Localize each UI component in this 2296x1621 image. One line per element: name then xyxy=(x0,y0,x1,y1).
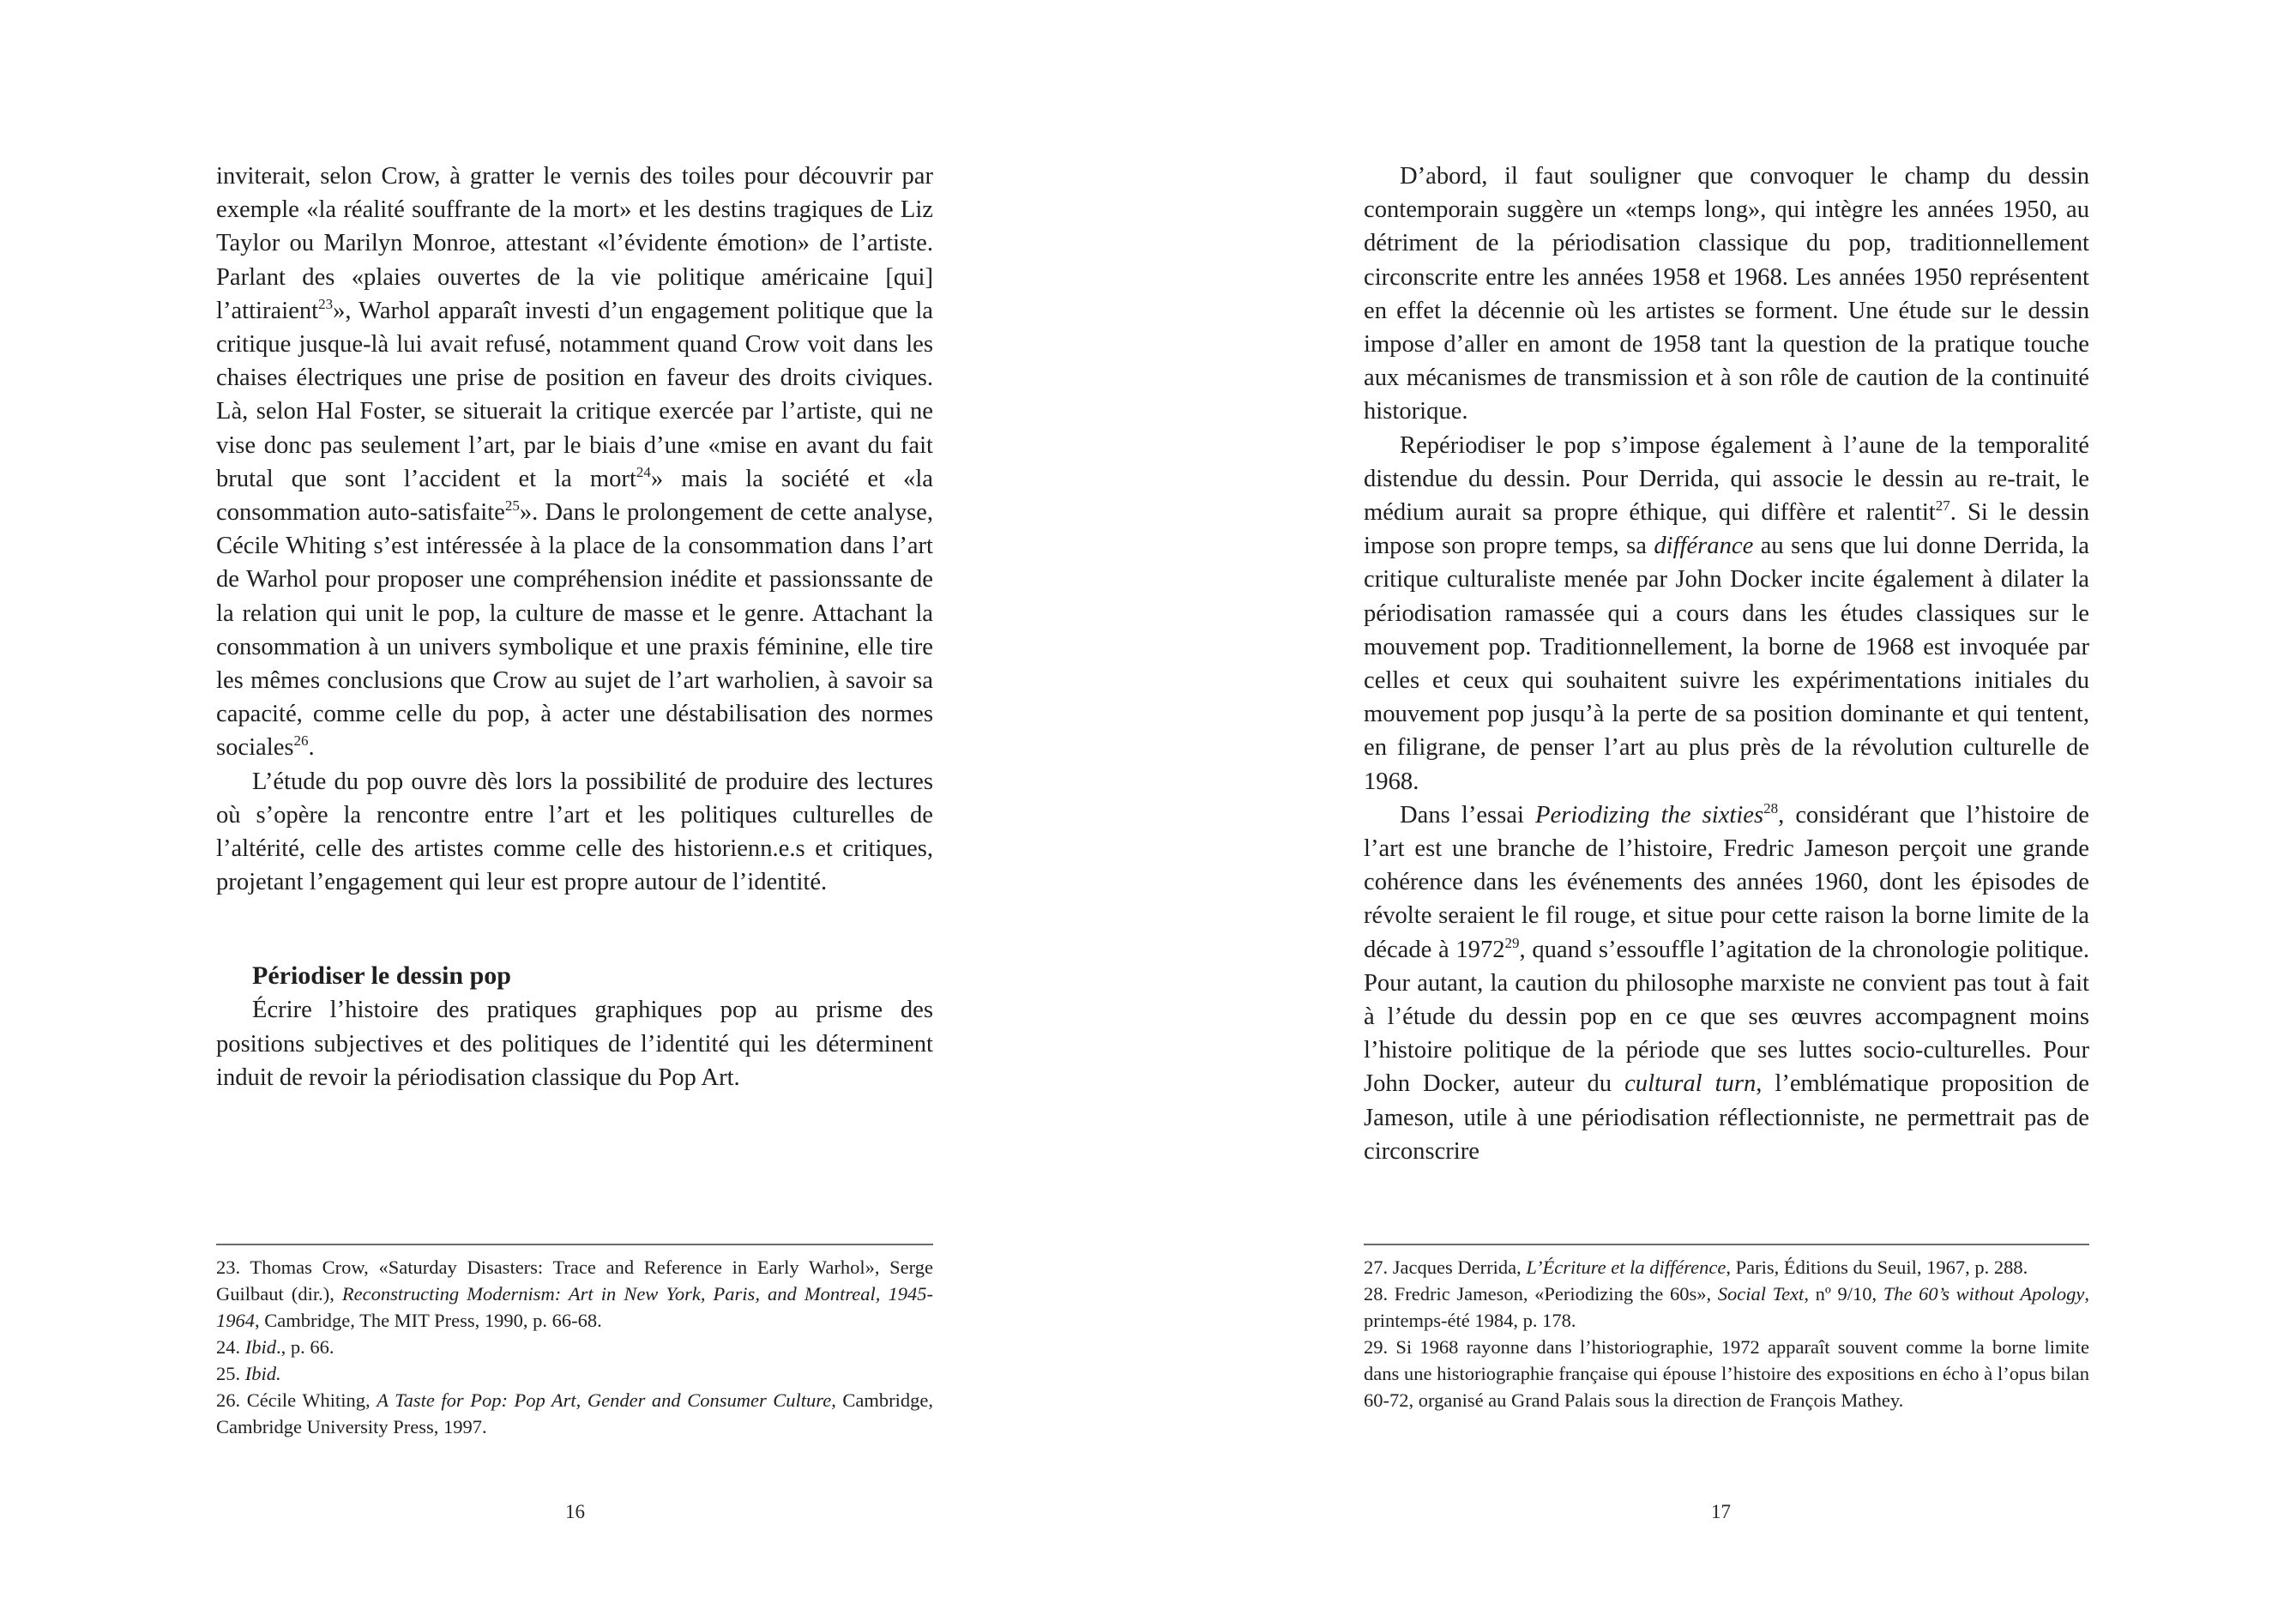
footnote xyxy=(216,1360,933,1387)
italic-text: L’Écriture et la différence xyxy=(1526,1256,1727,1278)
page-number: 17 xyxy=(1711,1501,1731,1522)
text-run: 28. Fredric Jameson, «Periodizing the 60s», xyxy=(1364,1283,1718,1305)
text-run: . Si le dessin impose son propre temps, sa xyxy=(1364,499,2089,560)
text-run: 26. Cécile Whiting, xyxy=(216,1389,377,1411)
text-run: , considérant que l’histoire de l’art est une branche de l’histoire, Fredric Jameson perçoit une grande cohérence dans les événements des années 1960, dont les épisodes de révolte seraient le fil rouge, et situe pour cette raison la borne limite de la décade à 1972 xyxy=(1364,801,2089,963)
text-run: , l’emblématique proposition de Jameson, utile à une périodisation réflectionniste, ne permettrait pas de circonscrire xyxy=(1364,1070,2089,1165)
italic-text: cultural turn xyxy=(1624,1070,1757,1098)
text-run: ». Dans le prolongement de cette analyse, Cécile Whiting s’est intéressée à la place de la consommation dans l’art de Warhol pour proposer une compréhension inédite et passionssante de la relation qui unit le pop, la culture de masse et le genre. Attachant la consommation à un univers symbolique et une praxis féminine, elle tire les mêmes conclusions que Crow au sujet de l’art warholien, à savoir sa capacité, comme celle du pop, à acter une déstabilisation des normes sociales xyxy=(216,499,933,762)
footnote-reference[interactable]: 28 xyxy=(1763,799,1779,817)
text-run: 23. Thomas Crow, «Saturday Disasters: Trace and Reference in Early Warhol», Serge Guilbaut (dir.), xyxy=(216,1256,933,1305)
text-run: D’abord, il faut souligner que convoquer le champ du dessin contemporain suggère un «temps long», qui intègre les années 1950, au détriment de la périodisation classique du pop, traditionnellement circonscrite entre les années 1958 et 1968. Les années 1950 représentent en effet la décennie où les artistes se forment. Une étude sur le dessin impose d’aller en amont de 1958 tant la question de la pratique touche aux mécanismes de transmission et à son rôle de caution de la continuité historique. xyxy=(1364,163,2089,425)
body-paragraph xyxy=(1364,429,2089,798)
text-run: 25. xyxy=(216,1363,245,1384)
text-run: au sens que lui donne Derrida, la critique culturaliste menée par John Docker incite également à dilater la périodisation ramassée qui a cours dans les études classiques sur le mouvement pop. Traditionnellement, la borne de 1968 est invoquée par celles et ceux qui souhaitent suivre les expérimentations initiales du mouvement pop jusqu’à la perte de sa position dominante et qui tentent, en filigrane, de penser l’art au plus près de la révolution culturelle de 1968. xyxy=(1364,533,2089,795)
text-run: ., p. 66. xyxy=(276,1336,334,1358)
footnote-reference[interactable]: 24 xyxy=(636,463,651,480)
body-paragraph xyxy=(216,765,933,900)
footnote xyxy=(1364,1254,2089,1281)
right-page xyxy=(1148,0,2295,1621)
text-run: Repériodiser le pop s’impose également à l’aune de la temporalité distendue du dessin. Pour Derrida, qui associe le dessin au re-trait, le médium aurait sa propre éthique, qui diffère et ralentit xyxy=(1364,431,2089,527)
text-run: , Cambridge, Cambridge University Press, 1997. xyxy=(216,1389,933,1437)
footnote xyxy=(216,1254,933,1334)
footnote-reference[interactable]: 25 xyxy=(504,497,520,515)
right-footnotes xyxy=(1364,1244,2089,1413)
text-run: 29. Si 1968 rayonne dans l’historiographie, 1972 apparaît souvent comme la borne limite dans une historiographie française qui épouse l’histoire des expositions en écho à l’opus bilan 60-72, organisé au Grand Palais sous la direction de François Mathey. xyxy=(1364,1336,2089,1411)
italic-text: The 60’s without Apology xyxy=(1883,1283,2085,1305)
text-run: L’étude du pop ouvre dès lors la possibilité de produire des lectures où s’opère la rencontre entre l’art et les politiques culturelles de l’altérité, celle des artistes comme celle des historienn.e.s et critiques, projetant l’engagement qui leur est propre autour de l’identité. xyxy=(216,768,933,896)
text-run: » mais la société et «la consommation auto-satisfaite xyxy=(216,465,933,527)
body-paragraph xyxy=(216,993,933,1094)
body-paragraph xyxy=(216,160,933,765)
page-number: 16 xyxy=(565,1501,585,1522)
left-body-column xyxy=(216,160,933,1094)
footnote-reference[interactable]: 29 xyxy=(1504,934,1520,951)
italic-text: Social Text xyxy=(1717,1283,1805,1305)
section-heading: Périodiser le dessin pop xyxy=(252,961,511,991)
text-run: , quand s’essouffle l’agitation de la chronologie politique. Pour autant, la caution du philosophe marxiste ne convient pas tout à fait à l’étude du dessin pop en ce que ses œuvres accompagnent moins l’histoire politique de la période que ses luttes socio-culturelles. Pour John Docker, auteur du xyxy=(1364,936,2089,1098)
text-run: Écrire l’histoire des pratiques graphiques pop au prisme des positions subjectives et des politiques de l’identité qui les déterminent induit de revoir la périodisation classique du Pop Art. xyxy=(216,997,933,1091)
text-run: 24. xyxy=(216,1336,245,1358)
text-run: , Paris, Éditions du Seuil, 1967, p. 288. xyxy=(1726,1256,2028,1278)
footnote-reference[interactable]: 26 xyxy=(293,732,309,750)
text-run: Dans l’essai xyxy=(1400,801,1536,829)
footnote xyxy=(216,1334,933,1360)
text-run: inviterait, selon Crow, à gratter le vernis des toiles pour découvrir par exemple «la réalité souffrante de la mort» et les destins tragiques de Liz Taylor ou Marilyn Monroe, attestant «l’évidente émotion» de l’artiste. Parlant des «plaies ouvertes de la vie politique américaine [qui] l’attiraient xyxy=(216,163,933,324)
text-run: . xyxy=(308,734,315,762)
text-run: », Warhol apparaît investi d’un engagement politique que la critique jusque-là lui avait refusé, notamment quand Crow voit dans les chaises électriques une prise de position en faveur des droits civiques. Là, selon Hal Foster, se situerait la critique exercée par l’artiste, qui ne vise donc pas seulement l’art, par le biais d’une «mise en avant du fait brutal que sont l’accident et la mort xyxy=(216,297,933,492)
italic-text: Periodizing the sixties xyxy=(1535,801,1764,829)
footnote xyxy=(1364,1281,2089,1334)
italic-text: Ibid xyxy=(244,1336,276,1358)
footnote-reference[interactable]: 23 xyxy=(318,295,334,312)
text-run: , Cambridge, The MIT Press, 1990, p. 66-68. xyxy=(255,1310,602,1331)
text-run: 27. Jacques Derrida, xyxy=(1364,1256,1527,1278)
text-run: , nº 9/10, xyxy=(1804,1283,1883,1305)
italic-text: A Taste for Pop: Pop Art, Gender and Consumer Culture xyxy=(377,1389,832,1411)
footnote xyxy=(1364,1334,2089,1413)
italic-text: Ibid. xyxy=(244,1363,281,1384)
italic-text: Reconstructing Modernism: Art in New York, Paris, and Montreal, 1945-1964 xyxy=(216,1283,933,1331)
italic-text: différance xyxy=(1654,533,1754,560)
footnote xyxy=(216,1387,933,1440)
footnote-reference[interactable]: 27 xyxy=(1935,497,1950,515)
body-paragraph xyxy=(1364,160,2089,429)
right-body-column xyxy=(1364,160,2089,1168)
text-run: , printemps-été 1984, p. 178. xyxy=(1364,1283,2090,1331)
body-paragraph xyxy=(1364,798,2089,1168)
left-footnotes xyxy=(216,1244,933,1440)
